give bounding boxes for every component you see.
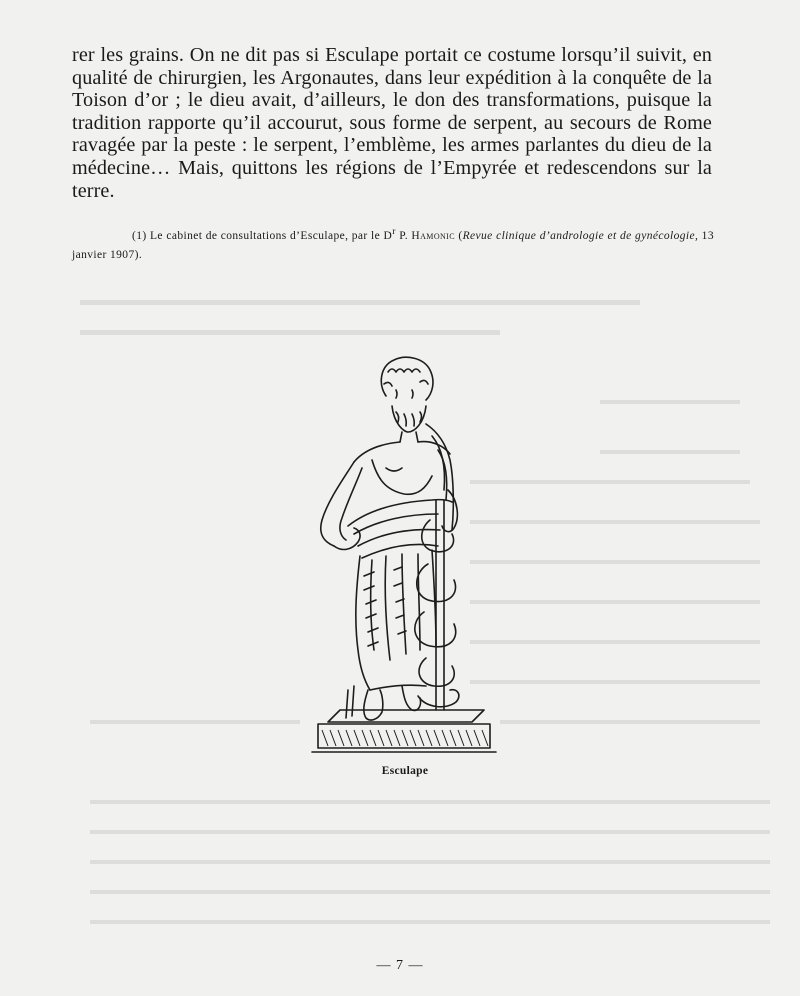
footnote-paren: ( [458, 229, 463, 242]
figure-caption: Esculape [381, 765, 429, 777]
asclepius-statue-illustration [308, 350, 500, 760]
footnote-title: Le cabinet de consultations d’Esculape, par le D [150, 229, 393, 242]
footnote-marker: (1) [132, 229, 147, 242]
footnote-date: 13 janvier 1907). [72, 229, 714, 261]
page-number: — 7 — [376, 958, 424, 973]
footnote-author: P. Hamonic [399, 229, 455, 242]
footnote-doctor-superscript: r [392, 226, 396, 237]
body-paragraph: rer les grains. On ne dit pas si Esculape portait ce costume lorsqu’il suivit, en qualité de chirurgien, les Argonautes, dans leur expédition à la conquête de la Toison d’or ; le dieu avait, d’ailleurs, le don des transformations, puisque la tradition rapporte qu’il accourut, sous forme de serpent, au secours de Rome ravagée par la peste : le serpent, l’emblème, les armes parlantes du dieu de la médecine… Mais, quittons les régions de l’Empyrée et redescendons sur la terre. [72, 44, 712, 202]
footnote-journal: Revue clinique d’andrologie et de gynécologie, [462, 229, 699, 242]
footnote [72, 222, 714, 265]
